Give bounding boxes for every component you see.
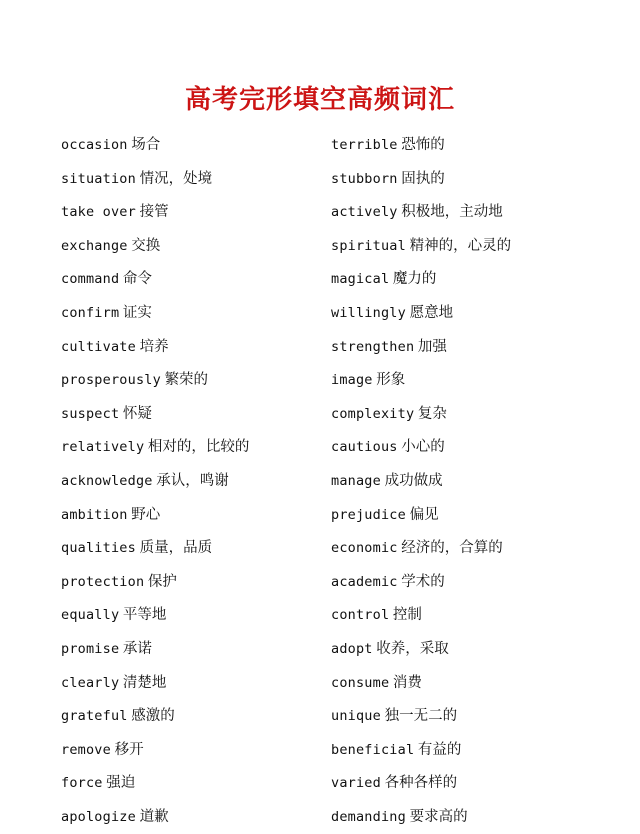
vocab-entry xyxy=(331,263,631,297)
chinese-meaning: 场合 xyxy=(131,137,161,153)
english-word: consume xyxy=(331,674,390,691)
vocab-entry xyxy=(331,129,631,163)
vocab-entry xyxy=(61,398,321,432)
english-word: suspect xyxy=(61,405,120,422)
vocab-entry xyxy=(61,431,321,465)
vocab-entry xyxy=(61,633,321,667)
vocab-entry xyxy=(61,129,321,163)
vocab-entry xyxy=(331,633,631,667)
chinese-meaning: 承诺 xyxy=(122,640,152,657)
vocab-entry xyxy=(331,465,631,499)
chinese-meaning: 控制 xyxy=(392,607,422,624)
english-word: terrible xyxy=(331,137,398,153)
chinese-meaning: 繁荣的 xyxy=(164,372,209,389)
vocab-entry xyxy=(331,532,631,566)
english-word: adopt xyxy=(331,640,373,657)
vocab-entry xyxy=(61,700,321,734)
vocab-entry xyxy=(331,767,631,801)
vocab-entry xyxy=(61,331,321,365)
vocab-entry xyxy=(61,465,321,499)
english-word: prejudice xyxy=(331,506,406,523)
chinese-meaning: 清楚地 xyxy=(122,674,167,691)
chinese-meaning: 学术的 xyxy=(401,573,445,590)
chinese-meaning: 感激的 xyxy=(131,708,175,725)
vocab-entry xyxy=(331,734,631,768)
chinese-meaning: 收养，采取 xyxy=(376,640,449,657)
english-word: exchange xyxy=(61,237,128,254)
chinese-meaning: 要求高的 xyxy=(409,808,468,825)
chinese-meaning: 交换 xyxy=(131,237,161,254)
english-word: ambition xyxy=(61,506,128,523)
vocab-entry xyxy=(61,599,321,633)
vocab-entry xyxy=(61,734,321,768)
english-word: actively xyxy=(331,204,398,221)
chinese-meaning: 道歉 xyxy=(139,808,169,825)
vocab-entry xyxy=(61,364,321,398)
english-word: command xyxy=(61,271,120,288)
right-vocab-column xyxy=(331,129,631,834)
vocab-entry xyxy=(331,667,631,701)
chinese-meaning: 各种各样的 xyxy=(384,775,458,792)
english-word: economic xyxy=(331,540,398,557)
chinese-meaning: 承认，鸣谢 xyxy=(156,472,229,489)
left-vocab-column xyxy=(61,129,321,834)
chinese-meaning: 相对的，比较的 xyxy=(147,439,250,456)
vocab-entry xyxy=(61,196,321,230)
english-word: take over xyxy=(61,204,136,221)
vocab-entry xyxy=(331,364,631,398)
english-word: grateful xyxy=(61,708,128,725)
vocab-entry xyxy=(61,767,321,801)
chinese-meaning: 经济的，合算的 xyxy=(401,540,503,557)
english-word: image xyxy=(331,372,373,389)
vocab-entry xyxy=(331,196,631,230)
chinese-meaning: 偏见 xyxy=(409,506,439,523)
chinese-meaning: 消费 xyxy=(392,674,422,691)
english-word: relatively xyxy=(61,439,145,456)
vocab-entry xyxy=(61,263,321,297)
vocab-entry xyxy=(331,499,631,533)
vocab-entry xyxy=(331,566,631,600)
vocab-entry xyxy=(61,532,321,566)
english-word: promise xyxy=(61,640,120,657)
vocab-entry xyxy=(331,801,631,834)
vocab-entry xyxy=(61,163,321,197)
english-word: situation xyxy=(61,170,136,187)
english-word: protection xyxy=(61,573,145,590)
chinese-meaning: 有益的 xyxy=(417,741,462,758)
chinese-meaning: 质量，品质 xyxy=(139,540,213,557)
english-word: strengthen xyxy=(331,338,415,355)
chinese-meaning: 愿意地 xyxy=(409,304,454,321)
chinese-meaning: 移开 xyxy=(114,741,144,758)
vocab-entry xyxy=(331,331,631,365)
english-word: cautious xyxy=(331,439,398,456)
english-word: apologize xyxy=(61,808,136,825)
chinese-meaning: 平等地 xyxy=(122,607,167,624)
vocab-entry xyxy=(61,499,321,533)
english-word: cultivate xyxy=(61,338,136,355)
vocab-entry xyxy=(331,431,631,465)
vocab-entry xyxy=(61,667,321,701)
chinese-meaning: 复杂 xyxy=(417,405,447,422)
chinese-meaning: 培养 xyxy=(139,338,169,355)
chinese-meaning: 小心的 xyxy=(401,439,445,456)
english-word: occasion xyxy=(61,137,128,153)
vocab-entry xyxy=(331,599,631,633)
chinese-meaning: 野心 xyxy=(131,506,161,523)
english-word: manage xyxy=(331,472,381,489)
english-word: qualities xyxy=(61,540,136,557)
vocab-entry xyxy=(61,801,321,834)
chinese-meaning: 成功做成 xyxy=(384,472,443,489)
english-word: equally xyxy=(61,607,120,624)
english-word: acknowledge xyxy=(61,472,153,489)
english-word: control xyxy=(331,607,390,624)
chinese-meaning: 情况，处境 xyxy=(139,170,213,187)
english-word: complexity xyxy=(331,405,415,422)
chinese-meaning: 形象 xyxy=(376,372,406,389)
chinese-meaning: 恐怖的 xyxy=(401,137,445,153)
page-title: 高考完形填空高频词汇 xyxy=(184,85,455,115)
english-word: willingly xyxy=(331,304,406,321)
chinese-meaning: 强迫 xyxy=(106,775,136,792)
vocab-entry xyxy=(61,566,321,600)
chinese-meaning: 怀疑 xyxy=(122,405,152,422)
vocab-entry xyxy=(331,163,631,197)
vocab-entry xyxy=(61,230,321,264)
english-word: demanding xyxy=(331,808,406,825)
chinese-meaning: 证实 xyxy=(122,304,152,321)
chinese-meaning: 独一无二的 xyxy=(384,708,458,725)
english-word: prosperously xyxy=(61,372,161,389)
english-word: remove xyxy=(61,741,111,758)
chinese-meaning: 加强 xyxy=(417,338,447,355)
vocab-entry xyxy=(331,398,631,432)
english-word: stubborn xyxy=(331,170,398,187)
vocab-entry xyxy=(331,700,631,734)
english-word: magical xyxy=(331,271,390,288)
english-word: confirm xyxy=(61,304,120,321)
english-word: spiritual xyxy=(331,237,406,254)
english-word: varied xyxy=(331,775,381,792)
vocab-entry xyxy=(331,297,631,331)
english-word: academic xyxy=(331,573,398,590)
english-word: beneficial xyxy=(331,741,415,758)
chinese-meaning: 精神的，心灵的 xyxy=(409,237,512,254)
chinese-meaning: 接管 xyxy=(139,204,169,221)
chinese-meaning: 保护 xyxy=(147,573,177,590)
chinese-meaning: 魔力的 xyxy=(392,271,437,288)
english-word: force xyxy=(61,775,103,792)
chinese-meaning: 固执的 xyxy=(401,170,445,187)
english-word: unique xyxy=(331,708,381,725)
vocab-entry xyxy=(331,230,631,264)
chinese-meaning: 命令 xyxy=(122,271,152,288)
vocab-entry xyxy=(61,297,321,331)
english-word: clearly xyxy=(61,674,120,691)
chinese-meaning: 积极地，主动地 xyxy=(401,204,503,221)
